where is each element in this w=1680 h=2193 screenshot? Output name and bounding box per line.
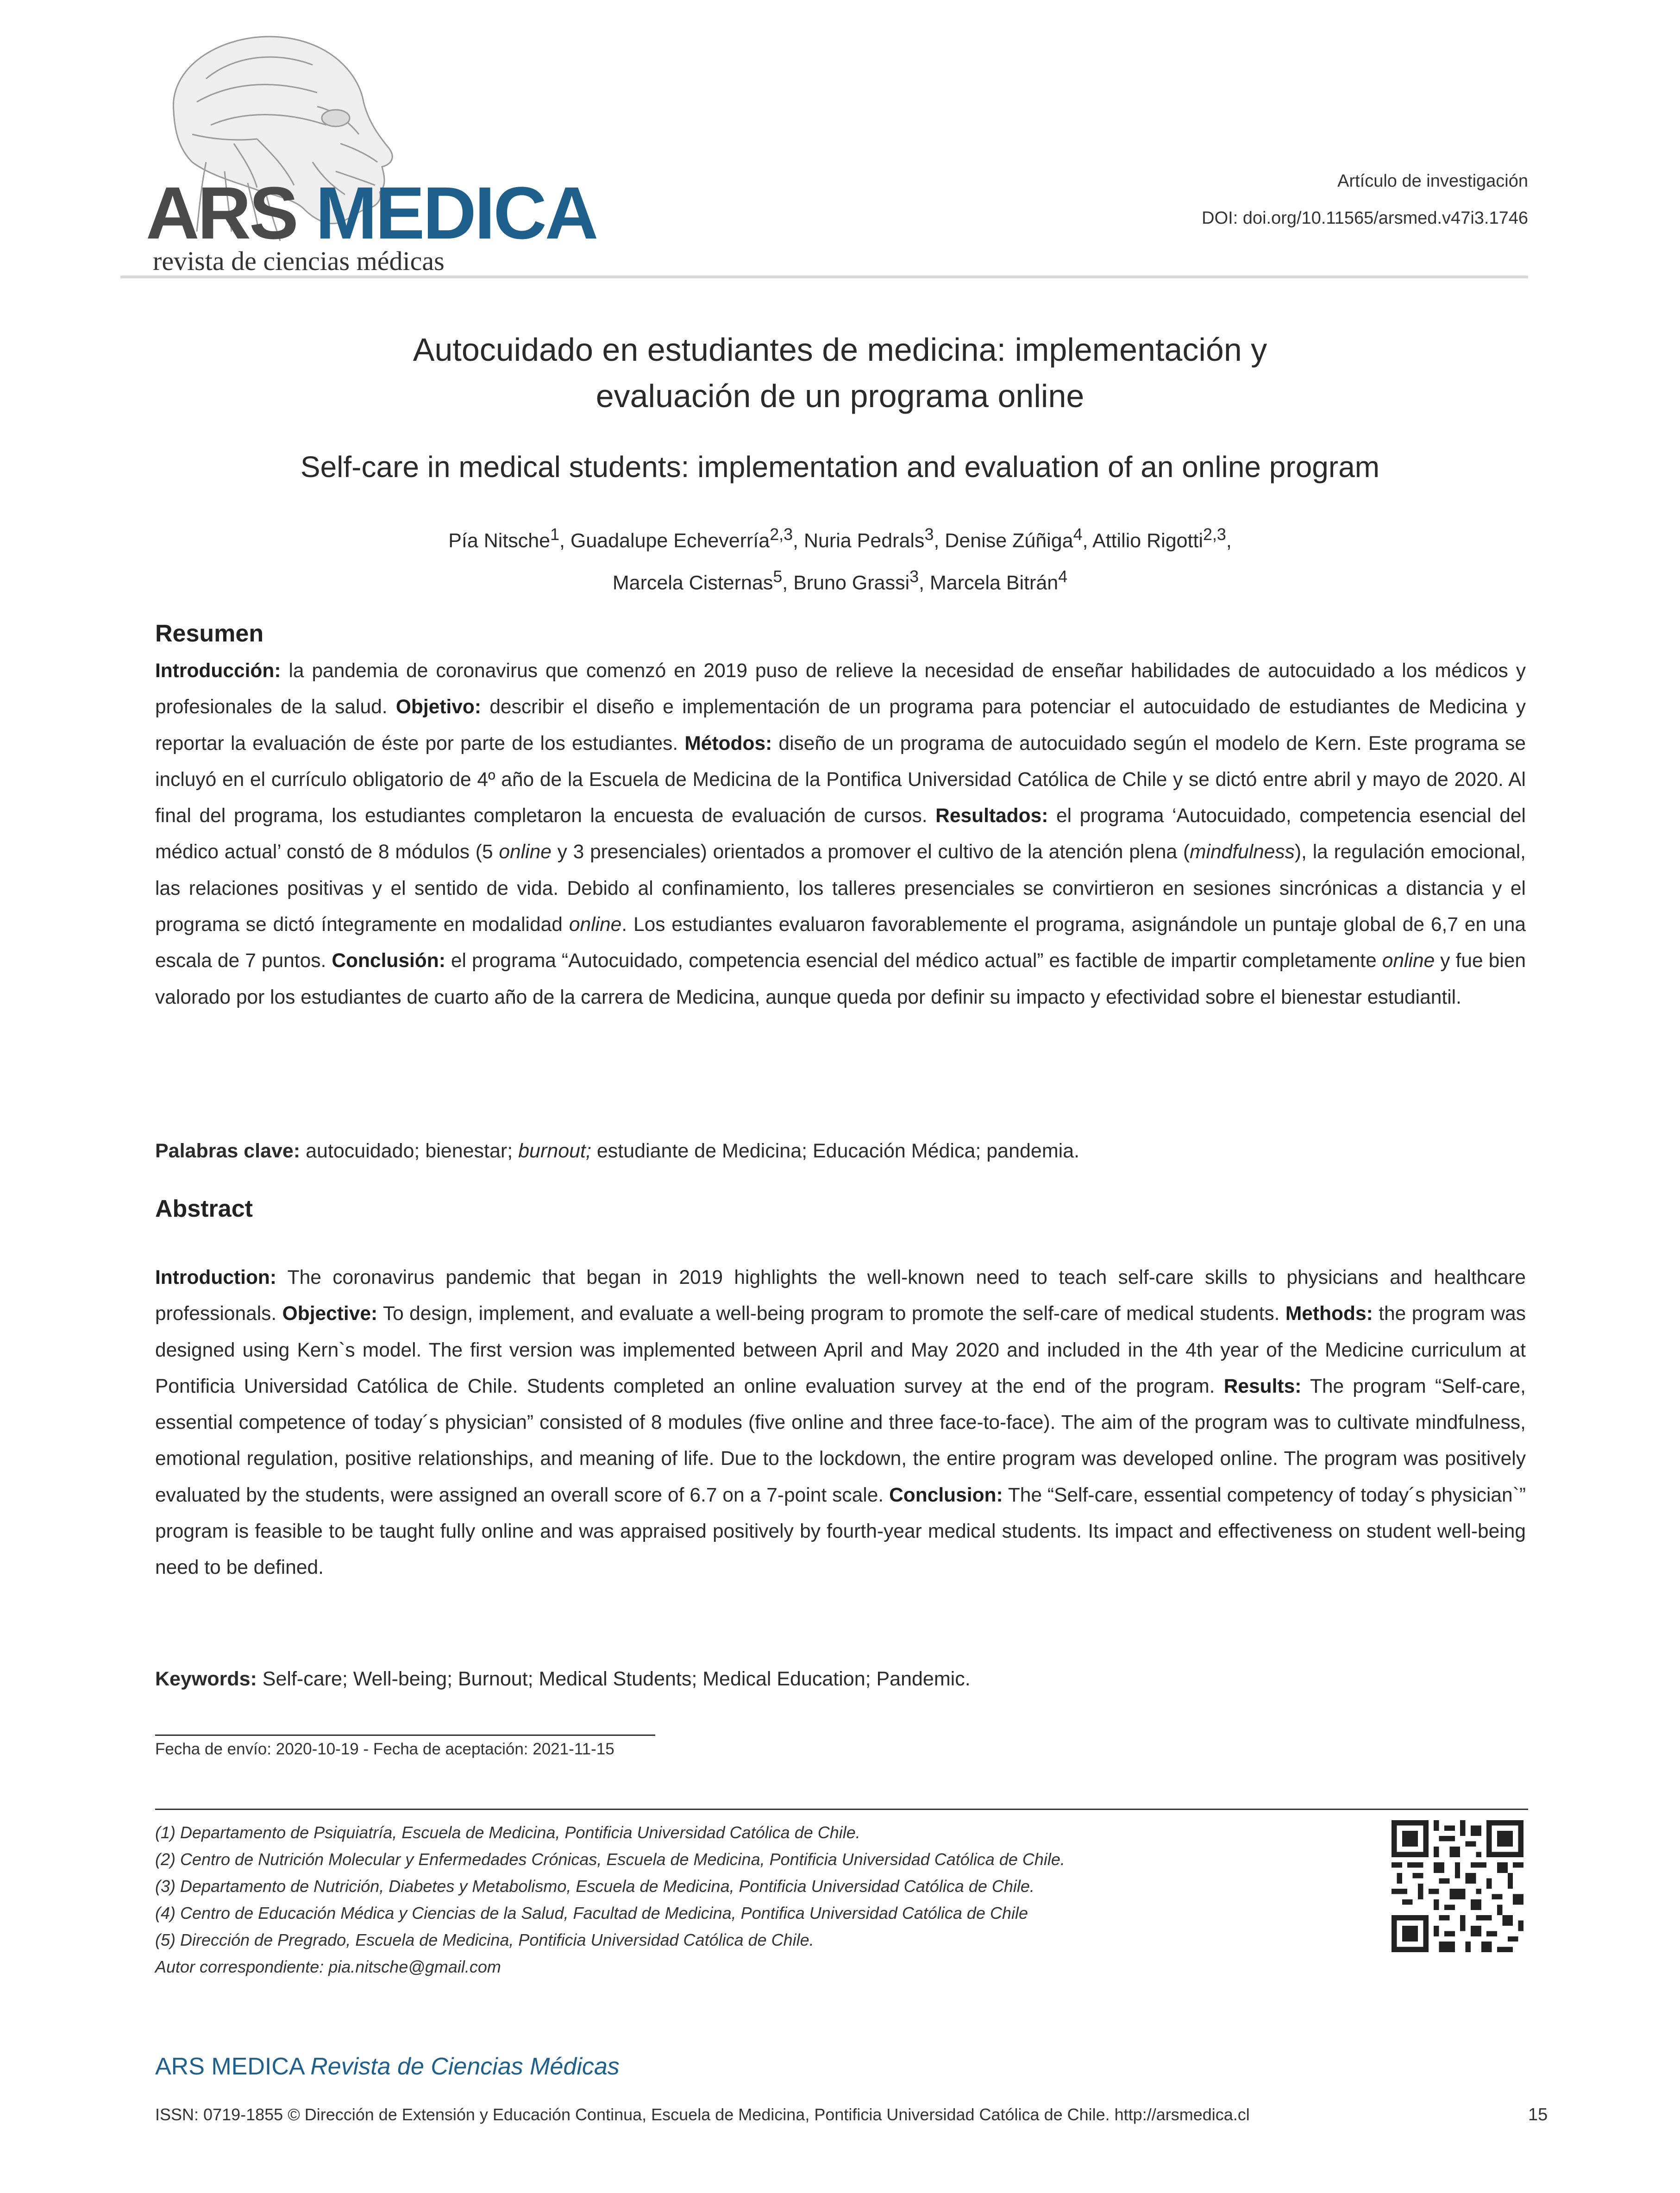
label-resultados: Resultados:: [935, 805, 1048, 827]
author-name: Nuria Pedrals: [803, 529, 925, 552]
resumen-mindfulness: mindfulness: [1190, 841, 1295, 863]
journal-wordmark: [146, 171, 597, 254]
author-name: Denise Zúñiga: [945, 529, 1073, 552]
abstract-intro: The coronavirus pandemic that began in 2019 highlights the well-known need to teach self-care skills to physicians and healthcare professionals.: [155, 1267, 1526, 1325]
author-name: Attilio Rigotti: [1092, 529, 1204, 552]
resumen-online-3: online: [1382, 950, 1435, 972]
author-affiliation: 1: [550, 525, 560, 544]
abstract-objective: To design, implement, and evaluate a well-being program to promote the self-care of medical students.: [377, 1303, 1285, 1325]
resumen-metodos: diseño de un programa de autocuidado según el modelo de Kern. Este programa se incluyó en el currículo obligatorio de 4º año de la Escuela de Medicina de la Pontifica Universidad Católica de Chile y se dictó entre abril y mayo de 2020. Al final del programa, los estudiantes completaron la encuesta de evaluación de cursos.: [155, 732, 1526, 827]
author-affiliation: 3: [924, 525, 934, 544]
label-conclusion-en: Conclusion:: [889, 1484, 1003, 1506]
author-affiliation: 2,3: [1203, 525, 1226, 544]
doi-link[interactable]: DOI: doi.org/10.11565/arsmed.v47i3.1746: [1202, 208, 1528, 228]
title-spanish-line-1: Autocuidado en estudiantes de medicina: implementación y: [413, 332, 1267, 368]
resumen-objetivo: describir el diseño e implementación de un programa para potenciar el autocuidado de estudiantes de Medicina y reportar la evaluación de éste por parte de los estudiantes.: [155, 696, 1526, 754]
palabras-clave: [155, 1135, 1079, 1167]
label-methods: Methods:: [1285, 1303, 1373, 1325]
header-divider: [120, 276, 1528, 278]
label-metodos: Métodos:: [684, 732, 772, 754]
resumen-conclusion-1: el programa “Autocuidado, competencia esencial del médico actual” es factible de impartir completamente: [445, 950, 1382, 972]
article-type: Artículo de investigación: [1337, 171, 1528, 191]
footer-journal-name: [155, 2053, 620, 2080]
author-affiliation: 3: [909, 567, 919, 586]
qr-code-icon[interactable]: [1392, 1820, 1523, 1952]
palabras-clave-text-2: estudiante de Medicina; Educación Médica; pandemia.: [591, 1140, 1080, 1162]
author-affiliation: 2,3: [770, 525, 793, 544]
title-english: Self-care in medical students: implementation and evaluation of an online program: [300, 450, 1380, 484]
affiliation-item: (1) Departamento de Psiquiatría, Escuela de Medicina, Pontificia Universidad Católica de Chile.: [155, 1823, 860, 1842]
resumen-intro: la pandemia de coronavirus que comenzó en 2019 puso de relieve la necesidad de enseñar habilidades de autocuidado a los médicos y profesionales de la salud.: [155, 660, 1526, 718]
footer-journal-subtitle: Revista de Ciencias Médicas: [310, 2053, 620, 2080]
abstract-methods: the program was designed using Kern`s model. The first version was implemented between April and May 2020 and included in the 4th year of the Medicine curriculum at Pontificia Universidad Católica de Chile. Students completed an online evaluation survey at the end of the program.: [155, 1303, 1526, 1397]
author-name: Guadalupe Echeverría: [570, 529, 770, 552]
resumen-resultados-3: ), la regulación emocional, las relaciones positivas y el sentido de vida. Debido al confinamiento, los talleres presenciales se convirtieron en sesiones sincrónicas a distancia y el programa se dictó íntegramente en modalidad: [155, 841, 1526, 936]
label-introduccion: Introducción:: [155, 660, 281, 682]
footer-journal-title: ARS MEDICA: [155, 2053, 304, 2080]
affiliation-item: (5) Dirección de Pregrado, Escuela de Medicina, Pontificia Universidad Católica de Chile.: [155, 1930, 814, 1949]
affiliations-list: [155, 1819, 1065, 1980]
resumen-paragraph: [155, 653, 1526, 1016]
palabras-clave-burnout: burnout;: [518, 1140, 591, 1162]
logo-text-ars: ARS: [146, 171, 297, 254]
author-name: Marcela Bitrán: [929, 572, 1059, 594]
journal-logo: [118, 23, 597, 276]
affiliations-divider: [155, 1809, 1528, 1810]
keywords: [155, 1663, 971, 1695]
abstract-heading: Abstract: [155, 1195, 253, 1222]
label-introduction: Introduction:: [155, 1267, 277, 1288]
author-list: [139, 516, 1541, 601]
author-affiliation: 5: [773, 567, 783, 586]
label-results: Results:: [1223, 1375, 1302, 1397]
resumen-resultados-1: el programa ‘Autocuidado, competencia esencial del médico actual’ constó de 8 módulos (5: [155, 805, 1526, 863]
logo-text-medica: MEDICA: [315, 171, 597, 254]
author-line-2: Marcela Cisternas$^5$, Bruno Grassi$^3$, Marcela Bitrán$^4$: [612, 567, 1068, 594]
dates-divider: [155, 1734, 655, 1736]
label-keywords: Keywords:: [155, 1668, 257, 1690]
affiliation-item: (2) Centro de Nutrición Molecular y Enfermedades Crónicas, Escuela de Medicina, Pontificia Universidad Católica de Chile.: [155, 1850, 1065, 1869]
title-spanish: [139, 327, 1541, 419]
abstract-paragraph: [155, 1260, 1526, 1586]
author-name: Pía Nitsche: [448, 529, 551, 552]
affiliation-item: (3) Departamento de Nutrición, Diabetes y Metabolismo, Escuela de Medicina, Pontificia Universidad Católica de Chile.: [155, 1877, 1034, 1896]
abstract-results: The program “Self-care, essential competence of today´s physician” consisted of 8 modules (five online and three face-to-face). The aim of the program was to cultivate mindfulness, emotional regulation, positive relationships, and meaning of life. Due to the lockdown, the entire program was developed online. The program was positively evaluated by the students, were assigned an overall score of 6.7 on a 7-point scale.: [155, 1375, 1526, 1506]
author-line-1: Pía Nitsche$^1$, Guadalupe Echeverría$^{2,3}$, Nuria Pedrals$^3$, Denise Zúñiga$^4$, Attilio Rigotti$^{2,3}$,: [448, 525, 1232, 552]
resumen-heading: Resumen: [155, 620, 264, 647]
author-name: Marcela Cisternas: [612, 572, 773, 594]
label-objective: Objective:: [282, 1303, 378, 1325]
submission-dates: Fecha de envío: 2020-10-19 - Fecha de aceptación: 2021-11-15: [155, 1740, 614, 1758]
author-affiliation: 4: [1073, 525, 1083, 544]
resumen-online-2: online: [569, 914, 622, 936]
author-name: Bruno Grassi: [793, 572, 910, 594]
page-number: 15: [1528, 2105, 1548, 2124]
author-affiliation: 4: [1058, 567, 1068, 586]
keywords-text: Self-care; Well-being; Burnout; Medical Students; Medical Education; Pandemic.: [257, 1668, 971, 1690]
footer-issn: ISSN: 0719-1855 © Dirección de Extensión y Educación Continua, Escuela de Medicina, Pontificia Universidad Católica de Chile. http://arsmedica.cl: [155, 2105, 1250, 2124]
palabras-clave-text-1: autocuidado; bienestar;: [300, 1140, 519, 1162]
resumen-online-1: online: [499, 841, 552, 863]
resumen-conclusion-2: y fue bien valorado por los estudiantes de cuarto año de la carrera de Medicina, aunque queda por definir su impacto y efectividad sobre el bienestar estudiantil.: [155, 950, 1526, 1008]
corresponding-author: Autor correspondiente: pia.nitsche@gmail.com: [155, 1957, 501, 1976]
journal-tagline: revista de ciencias médicas: [153, 246, 445, 276]
abstract-conclusion: The “Self-care, essential competency of today´s physician`” program is feasible to be taught fully online and was appraised positively by fourth-year medical students. Its impact and effectiveness on student well-being need to be defined.: [155, 1484, 1526, 1579]
label-objetivo: Objetivo:: [395, 696, 482, 718]
label-conclusion: Conclusión:: [332, 950, 445, 972]
resumen-resultados-4: . Los estudiantes evaluaron favorablemente el programa, asignándole un puntaje global de 6,7 en una escala de 7 puntos.: [155, 914, 1526, 972]
resumen-resultados-2: y 3 presenciales) orientados a promover el cultivo de la atención plena (: [551, 841, 1190, 863]
label-palabras-clave: Palabras clave:: [155, 1140, 301, 1162]
title-spanish-line-2: evaluación de un programa online: [596, 378, 1084, 414]
affiliation-item: (4) Centro de Educación Médica y Ciencias de la Salud, Facultad de Medicina, Pontifica Universidad Católica de Chile: [155, 1904, 1028, 1923]
